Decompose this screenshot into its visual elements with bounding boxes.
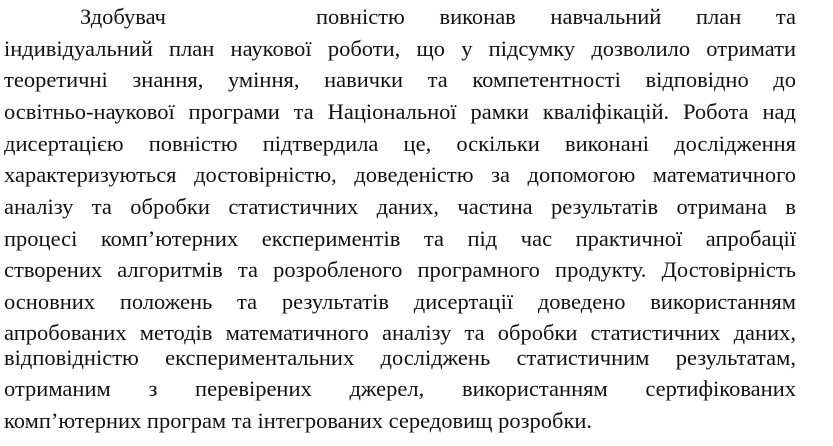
text-line-1-start: Здобувач (80, 4, 166, 29)
text-line-14: комп’ютерних програм та інтегрованих середовищ розробки. (4, 408, 593, 433)
text-line-7: аналізу та обробки статистичних даних, частина результатів отримана в (4, 194, 796, 219)
text-line-11: апробованих методів математичного аналізу та обробки статистичних даних, (4, 320, 796, 345)
text-line-1-end: повністю виконав навчальний план та (315, 4, 796, 29)
text-line-1 (80, 2, 796, 32)
text-line-4: освітньо-наукової програми та Національної рамки кваліфікацій. Робота над (4, 99, 796, 124)
text-line-9: створених алгоритмів та розробленого програмного продукту. Достовірність (4, 257, 796, 282)
text-line-3: теоретичні знання, уміння, навички та компетентності відповідно до (4, 67, 796, 92)
text-line-10: основних положень та результатів дисертації доведено використанням (4, 289, 796, 314)
text-line-2: індивідуальний план наукової роботи, що у підсумку дозволило отримати (4, 36, 796, 61)
text-line-12: відповідністю експериментальних досліджень статистичним результатам, (4, 345, 796, 370)
text-line-5: дисертацією повністю підтвердила це, оскільки виконані дослідження (4, 131, 796, 156)
text-line-8: процесі комп’ютерних експериментів та під час практичної апробації (4, 226, 796, 251)
text-line-13: отриманим з перевірених джерел, використанням сертифікованих (4, 376, 796, 401)
text-line-6: характеризуються достовірністю, доведеністю за допомогою математичного (4, 162, 796, 187)
